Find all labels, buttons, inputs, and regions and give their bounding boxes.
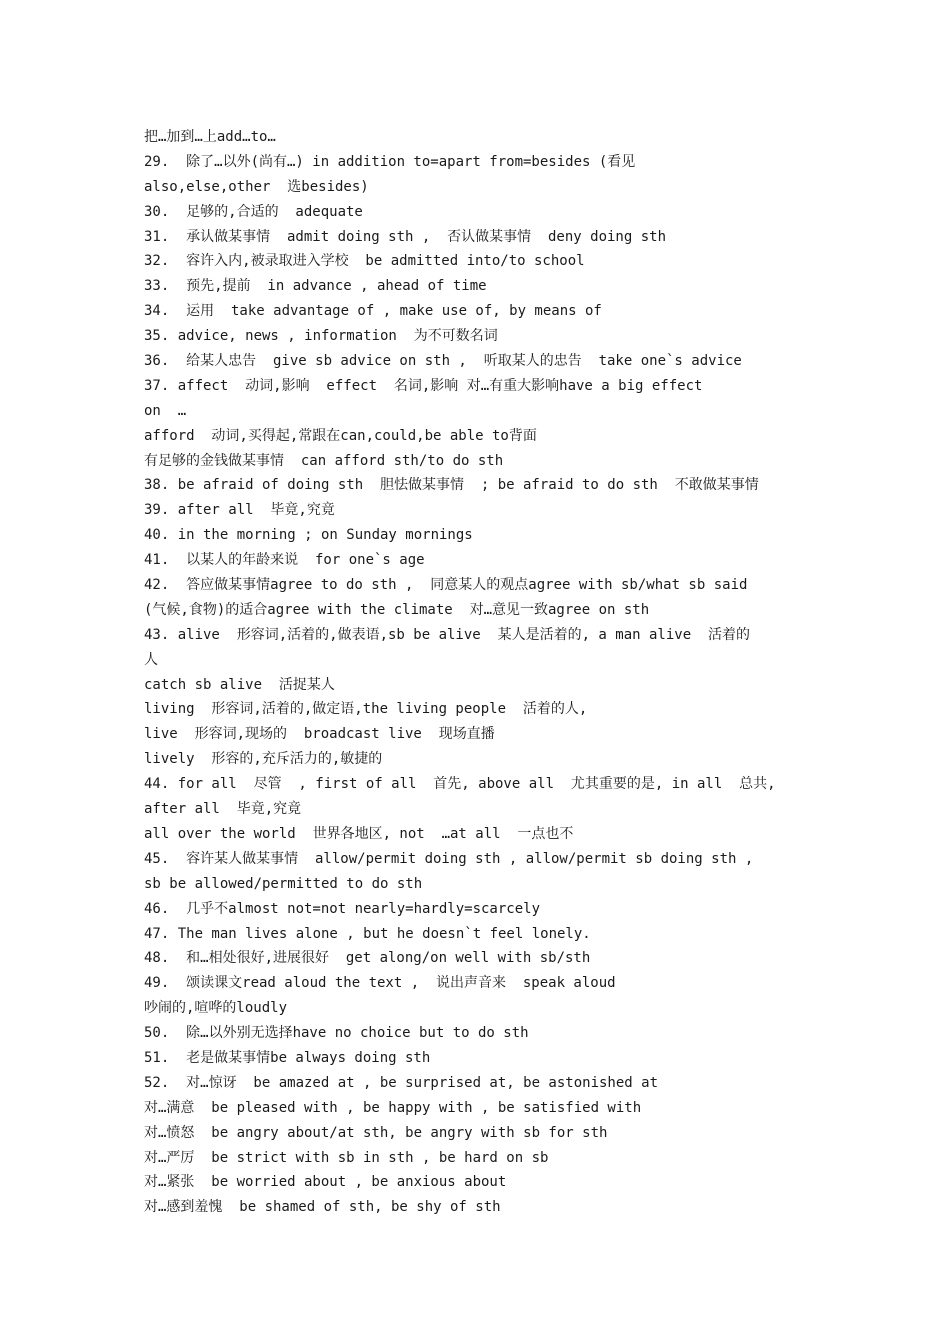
text-line: live 形容词,现场的 broadcast live 现场直播 xyxy=(144,726,495,743)
text-line: 50. 除…以外别无选择have no choice but to do sth xyxy=(144,1025,529,1042)
text-line: 39. after all 毕竟,究竟 xyxy=(144,502,335,519)
text-line: lively 形容的,充斥活力的,敏捷的 xyxy=(144,751,383,768)
text-line: after all 毕竟,究竟 xyxy=(144,801,302,818)
text-line: all over the world 世界各地区, not …at all 一点也不 xyxy=(144,825,574,842)
text-line: 43. alive 形容词,活着的,做表语,sb be alive 某人是活着的, a man alive 活着的 xyxy=(144,626,751,643)
text-line: also,else,other 选besides) xyxy=(144,178,369,195)
text-line: 42. 答应做某事情agree to do sth , 同意某人的观点agree with sb/what sb said xyxy=(144,577,748,594)
text-line: 对…愤怒 be angry about/at sth, be angry with sb for sth xyxy=(144,1124,608,1141)
text-line: 29. 除了…以外(尚有…) in addition to=apart from=besides (看见 xyxy=(144,153,636,170)
text-line: 37. affect 动词,影响 effect 名词,影响 对…有重大影响have a big effect xyxy=(144,377,703,394)
text-line: 47. The man lives alone , but he doesn`t feel lonely. xyxy=(144,925,591,942)
text-line: 48. 和…相处很好,进展很好 get along/on well with sb/sth xyxy=(144,950,591,967)
text-line: 34. 运用 take advantage of , make use of, by means of xyxy=(144,303,602,320)
text-line: 有足够的金钱做某事情 can afford sth/to do sth xyxy=(144,452,504,469)
text-line: 对…紧张 be worried about , be anxious about xyxy=(144,1174,507,1191)
text-line: 36. 给某人忠告 give sb advice on sth , 听取某人的忠告 take one`s advice xyxy=(144,353,742,370)
text-line: 人 xyxy=(144,651,158,668)
text-line: 30. 足够的,合适的 adequate xyxy=(144,203,363,220)
text-line: 对…感到羞愧 be shamed of sth, be shy of sth xyxy=(144,1199,501,1216)
text-line: 把…加到…上add…to… xyxy=(144,129,276,145)
text-line: 38. be afraid of doing sth 胆怯做某事情 ; be afraid to do sth 不敢做某事情 xyxy=(144,477,759,494)
text-line: 44. for all 尽管 , first of all 首先, above all 尤其重要的是, in all 总共, xyxy=(144,776,776,793)
text-line: 46. 几乎不almost not=not nearly=hardly=scarcely xyxy=(144,900,541,917)
text-line: 31. 承认做某事情 admit doing sth , 否认做某事情 deny doing sth xyxy=(144,228,667,245)
text-line: 51. 老是做某事情be always doing sth xyxy=(144,1049,431,1066)
text-line: 吵闹的,喧哗的loudly xyxy=(144,1000,288,1017)
document-body xyxy=(144,125,824,1220)
text-line: 40. in the morning ; on Sunday mornings xyxy=(144,527,473,544)
text-line: 33. 预先,提前 in advance , ahead of time xyxy=(144,278,487,295)
text-line: (气候,食物)的适合agree with the climate 对…意见一致agree on sth xyxy=(144,601,650,618)
text-line: 52. 对…惊讶 be amazed at , be surprised at, be astonished at xyxy=(144,1074,659,1091)
text-line: 对…满意 be pleased with , be happy with , be satisfied with xyxy=(144,1099,642,1116)
text-line: 45. 容许某人做某事情 allow/permit doing sth , allow/permit sb doing sth , xyxy=(144,850,754,867)
text-line: 41. 以某人的年龄来说 for one`s age xyxy=(144,552,425,569)
text-line: on … xyxy=(144,402,187,419)
text-line: living 形容词,活着的,做定语,the living people 活着的人, xyxy=(144,701,588,718)
text-line: 对…严厉 be strict with sb in sth , be hard on sb xyxy=(144,1149,549,1166)
text-line: 49. 颂读课文read aloud the text , 说出声音来 speak aloud xyxy=(144,975,616,992)
text-line: 35. advice, news , information 为不可数名词 xyxy=(144,328,498,345)
text-line: afford 动词,买得起,常跟在can,could,be able to背面 xyxy=(144,427,537,444)
text-line: catch sb alive 活捉某人 xyxy=(144,676,335,693)
text-line: sb be allowed/permitted to do sth xyxy=(144,875,423,892)
text-line: 32. 容许入内,被录取进入学校 be admitted into/to school xyxy=(144,253,585,270)
